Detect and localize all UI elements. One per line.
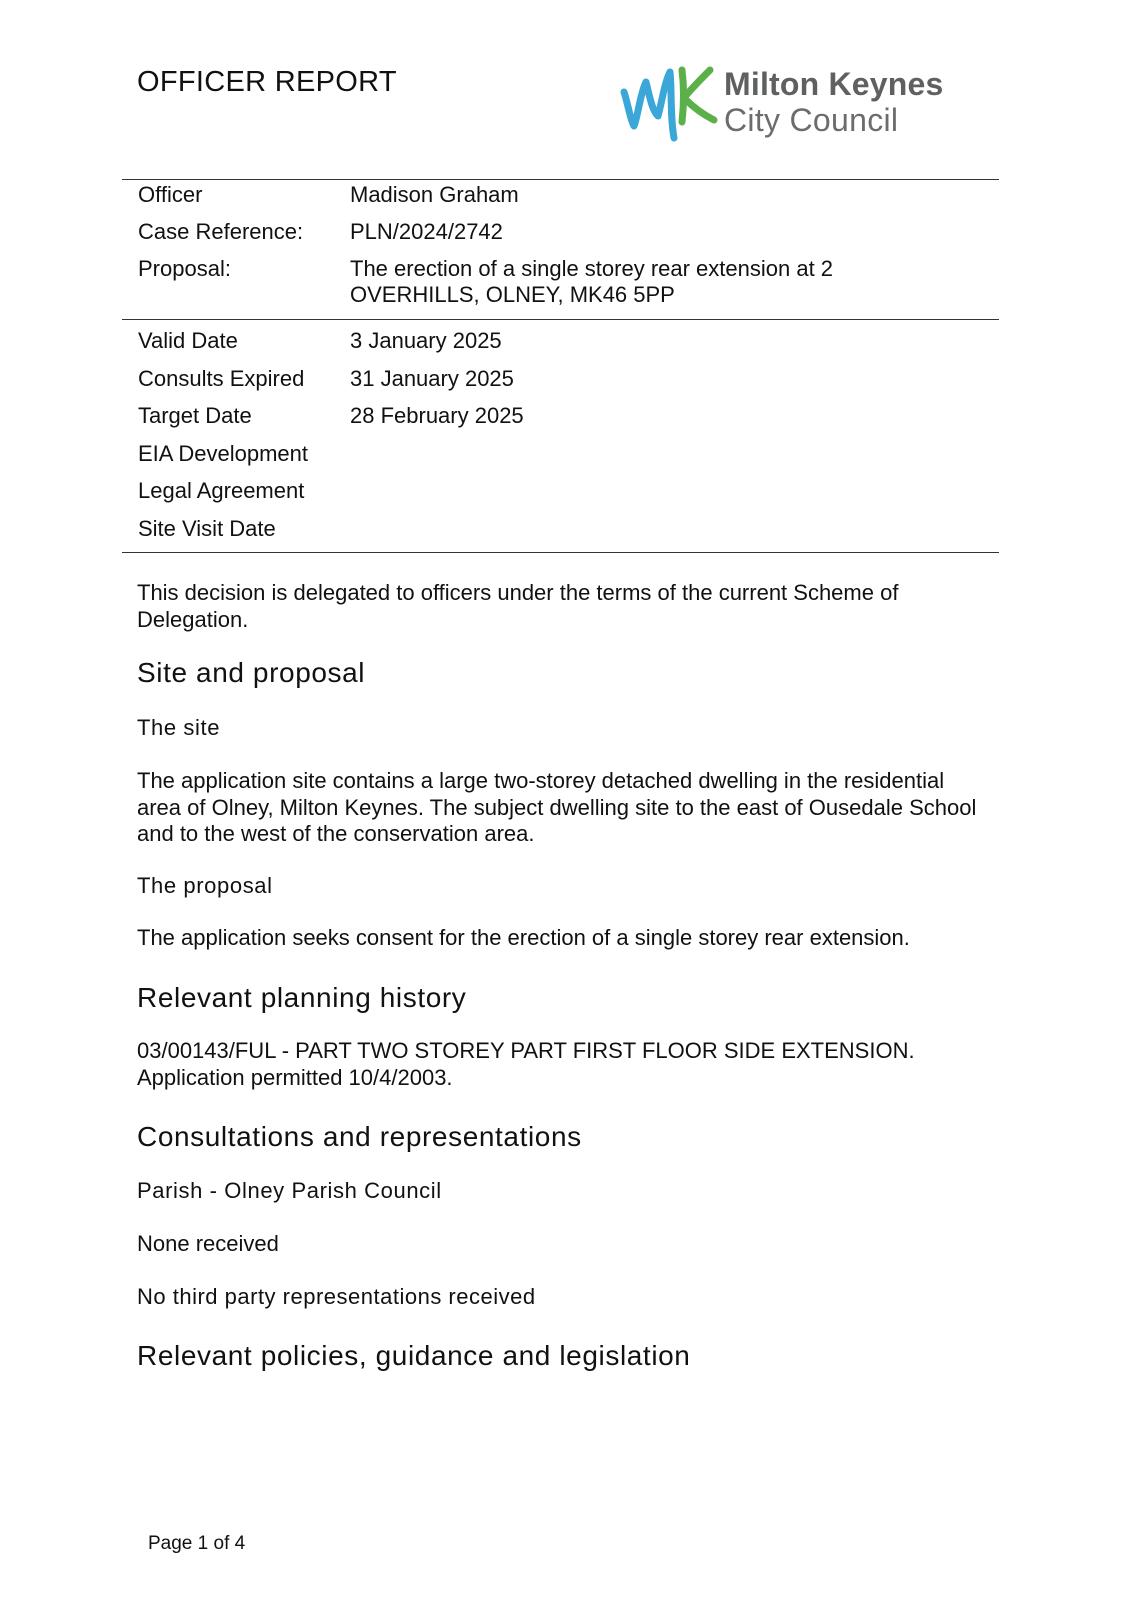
meta-label: Valid Date [138,328,238,353]
meta-label: Site Visit Date [138,515,276,541]
meta-value [350,478,999,504]
logo-line-1: Milton Keynes [724,66,944,102]
dates-table [122,318,999,553]
report-title: OFFICER REPORT [137,66,397,98]
meta-row-legal-agreement [122,478,999,504]
meta-value [350,441,999,467]
meta-row-target-date [122,403,999,429]
subheading-the-proposal: The proposal [137,873,273,898]
meta-value: 28 February 2025 [350,403,524,428]
meta-value [350,516,999,542]
section-heading-policies: Relevant policies, guidance and legislation [137,1340,691,1371]
parish-response: None received [137,1231,279,1256]
meta-row-case-reference [122,219,999,245]
meta-label: Case Reference: [138,219,304,244]
meta-row-officer [122,182,999,208]
meta-value: 3 January 2025 [350,328,502,353]
meta-label: Legal Agreement [138,478,305,503]
meta-value: Madison Graham [350,182,519,207]
meta-label: Target Date [138,403,252,428]
logo-line-2: City Council [724,102,899,138]
meta-value: The erection of a single storey rear extension at 2 OVERHILLS, OLNEY, MK46 5PP [350,256,834,307]
case-details-table [122,179,999,320]
third-party-representations: No third party representations received [137,1284,536,1309]
meta-value: PLN/2024/2742 [350,219,503,244]
meta-row-consults-expired [122,366,999,392]
planning-history-entry: 03/00143/FUL - PART TWO STOREY PART FIRST FLOOR SIDE EXTENSION. Application permitted 10/4/2003. [137,1038,915,1090]
subheading-parish: Parish - Olney Parish Council [137,1178,442,1203]
meta-value: 31 January 2025 [350,365,514,391]
section-heading-planning-history: Relevant planning history [137,982,467,1013]
section-heading-consultations: Consultations and representations [137,1121,582,1152]
mk-logo-icon [618,64,718,144]
meta-label: Proposal: [138,256,231,281]
section-heading-site-and-proposal: Site and proposal [137,657,366,688]
page-number: Page 1 of 4 [148,1533,246,1554]
council-logo [618,64,998,144]
meta-label: EIA Development [138,440,308,466]
meta-row-eia-development [122,441,999,467]
meta-label: Consults Expired [138,365,305,391]
subheading-the-site: The site [137,715,221,740]
meta-label: Officer [138,182,203,207]
meta-row-valid-date [122,328,999,354]
meta-row-site-visit-date [122,516,999,542]
site-description: The application site contains a large two-storey detached dwelling in the residential area of Olney, Milton Keynes. The subject dwelling site to the east of Ousedale School and to the west of the conservation area. [137,768,977,846]
meta-row-proposal [122,256,999,308]
proposal-description: The application seeks consent for the erection of a single storey rear extension. [137,925,910,950]
delegation-paragraph: This decision is delegated to officers under the terms of the current Scheme of Delegation. [137,580,899,632]
